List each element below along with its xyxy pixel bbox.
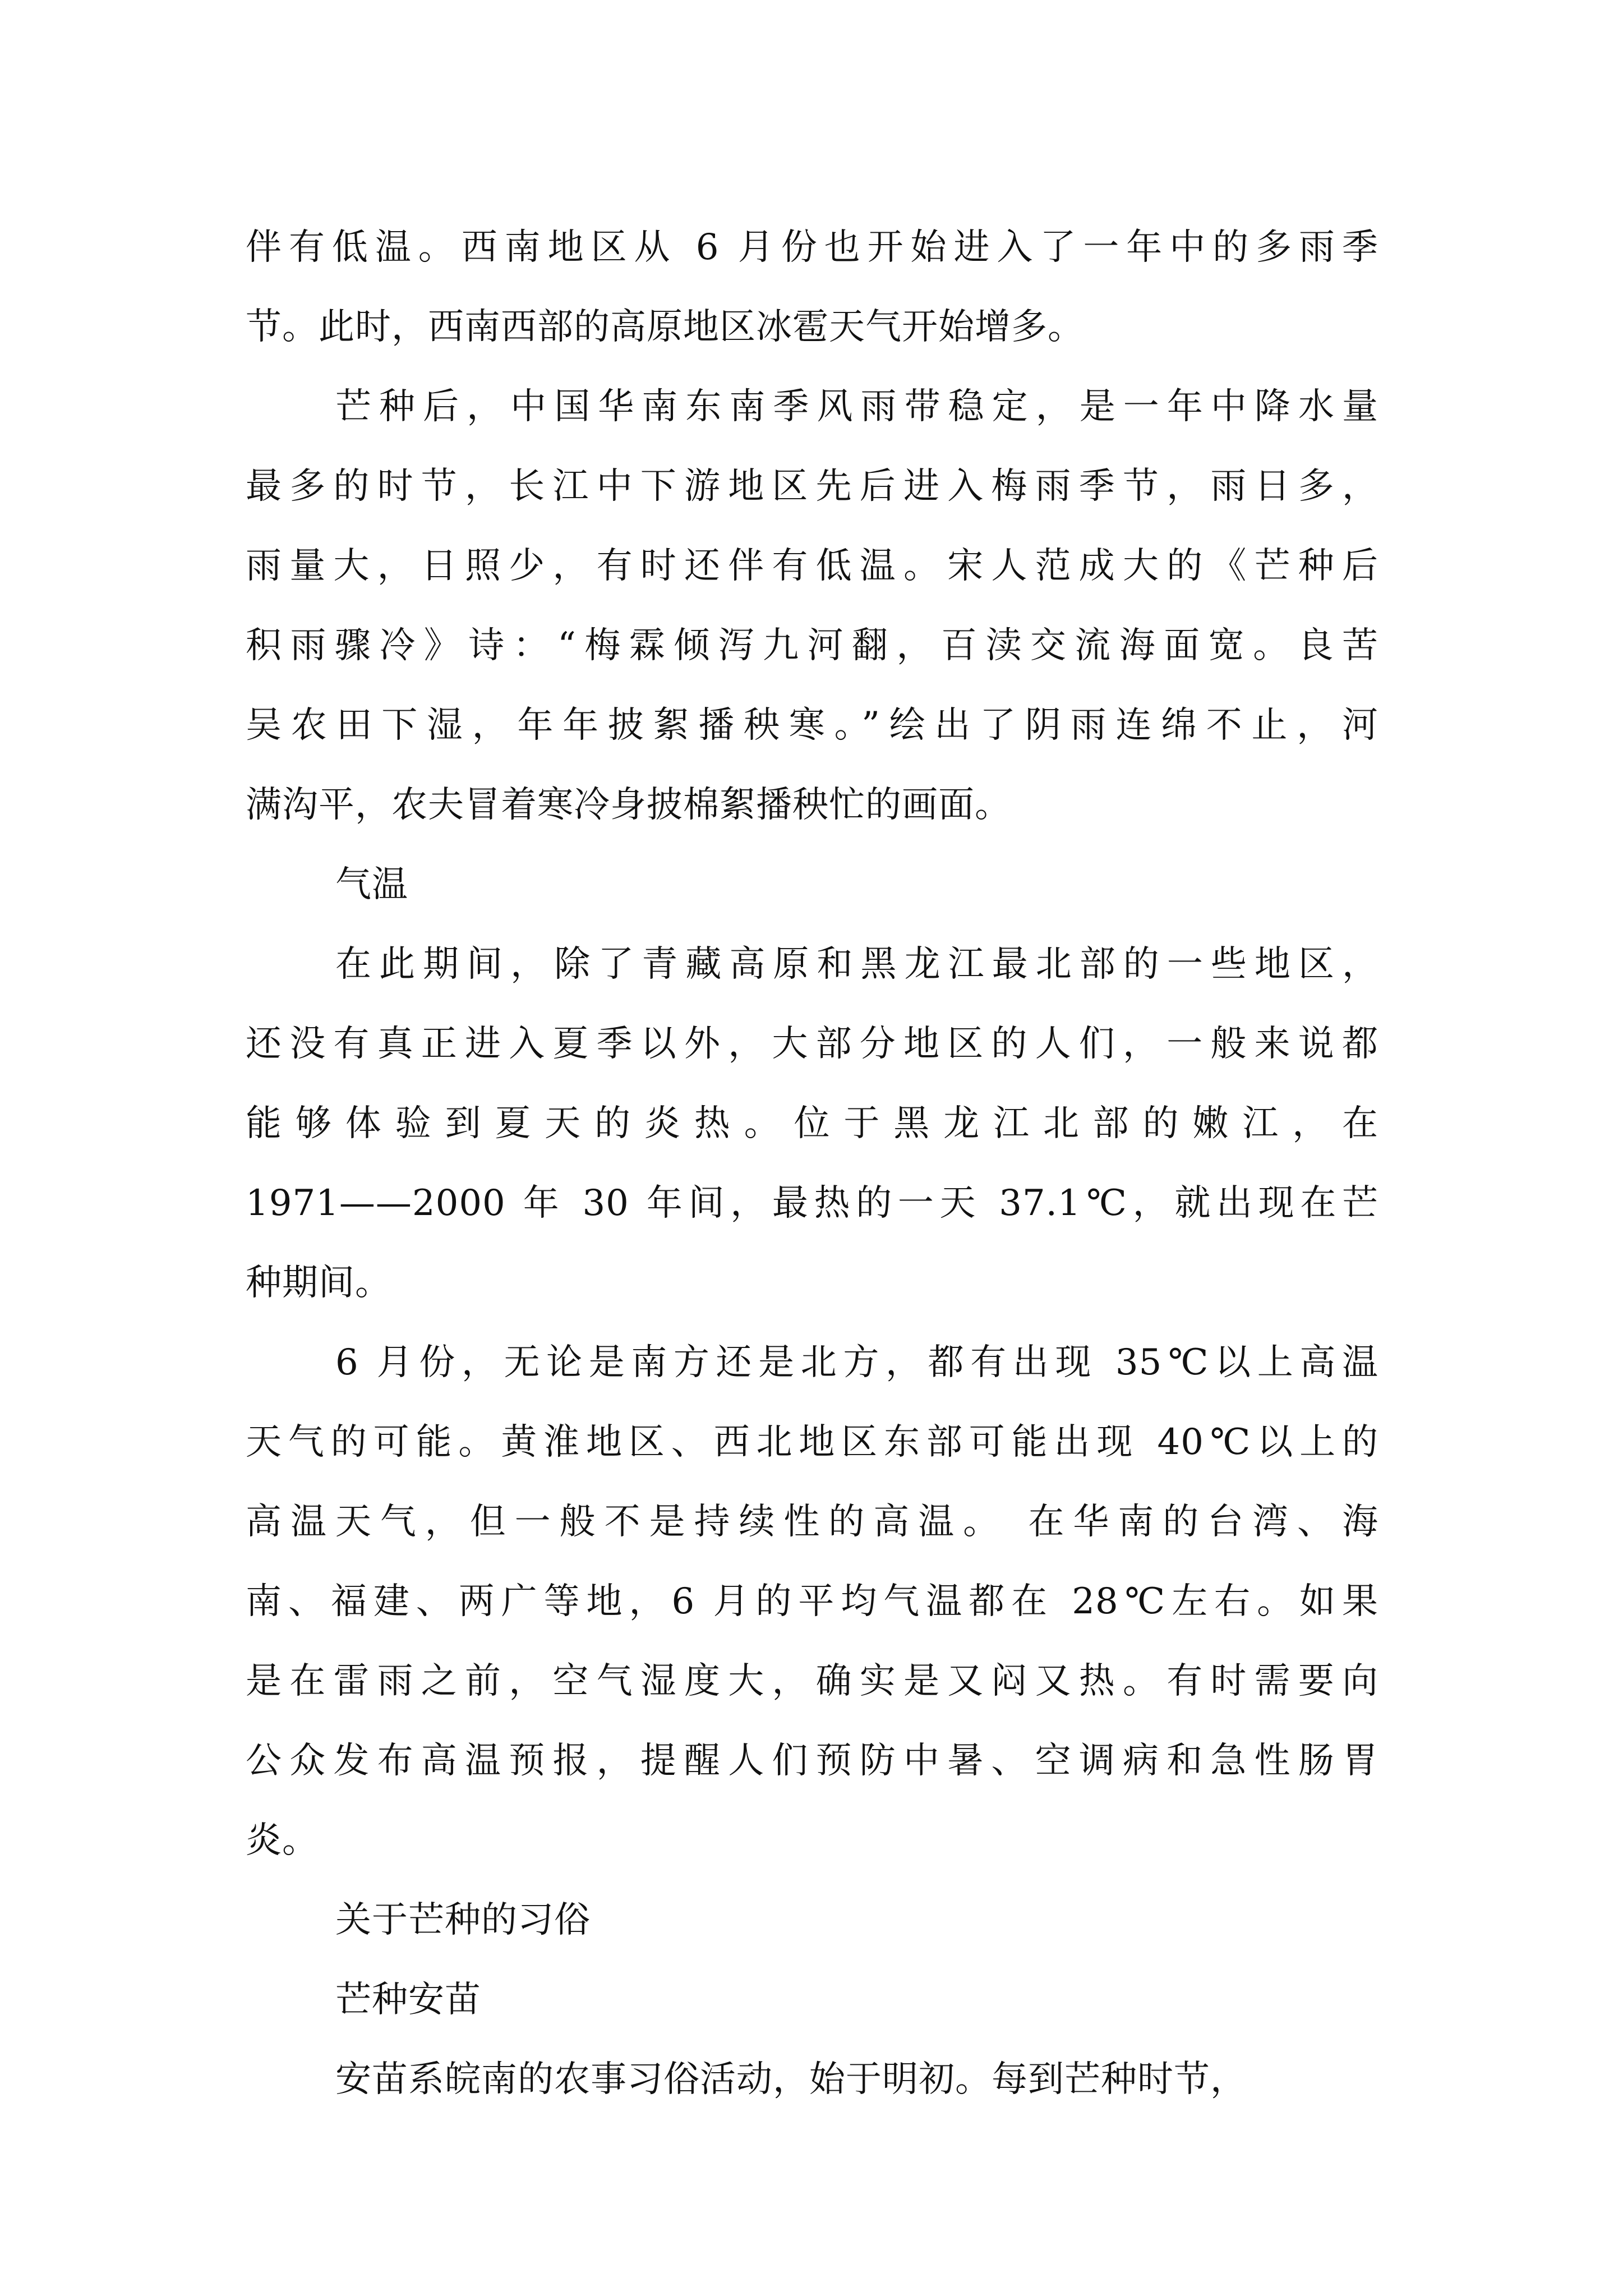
text-line: 芒种后，中国华南东南季风雨带稳定，是一年中降水量 [335,386,1378,427]
text-line: 满沟平，农夫冒着寒冷身披棉絮播秧忙的画面。 [246,784,1011,826]
text-line: 天气的可能。黄淮地区、西北地区东部可能出现 40℃以上的 [246,1421,1378,1463]
subsection-heading: 芒种安苗 [335,1979,481,2021]
text-line: 雨量大，日照少，有时还伴有低温。宋人范成大的《芒种后 [246,545,1378,587]
text-line: 公众发布高温预报，提醒人们预防中暑、空调病和急性肠胃 [246,1740,1378,1782]
text-line: 高温天气，但一般不是持续性的高温。 在华南的台湾、海 [246,1501,1378,1543]
text-line: 南、福建、两广等地，6 月的平均气温都在 28℃左右。如果 [246,1581,1378,1622]
text-line: 种期间。 [246,1262,391,1304]
text-line: 节。此时，西南西部的高原地区冰雹天气开始增多。 [246,306,1084,348]
text-line: 6 月份，无论是南方还是北方，都有出现 35℃以上高温 [335,1342,1378,1383]
text-line: 还没有真正进入夏季以外，大部分地区的人们，一般来说都 [246,1023,1378,1065]
text-line: 最多的时节，长江中下游地区先后进入梅雨季节，雨日多， [246,466,1378,507]
text-line: 炎。 [246,1820,319,1861]
text-line: 是在雷雨之前，空气湿度大，确实是又闷又热。有时需要向 [246,1660,1378,1702]
section-heading: 气温 [335,864,408,905]
text-line: 能够体验到夏天的炎热。位于黑龙江北部的嫩江，在 [246,1103,1378,1144]
text-line: 伴有低温。西南地区从 6 月份也开始进入了一年中的多雨季 [246,227,1378,268]
section-heading: 关于芒种的习俗 [335,1899,591,1941]
document-body [246,208,1378,2119]
text-line: 吴农田下湿，年年披絮播秧寒。”绘出了阴雨连绵不止，河 [246,705,1378,746]
text-line: 积雨骤冷》诗：“梅霖倾泻九河翻，百渎交流海面宽。良苦 [246,625,1378,666]
text-line: 1971——2000 年 30 年间，最热的一天 37.1℃，就出现在芒 [246,1182,1378,1224]
text-line: 在此期间，除了青藏高原和黑龙江最北部的一些地区， [335,944,1378,985]
text-line: 安苗系皖南的农事习俗活动，始于明初。每到芒种时节， [335,2059,1247,2100]
